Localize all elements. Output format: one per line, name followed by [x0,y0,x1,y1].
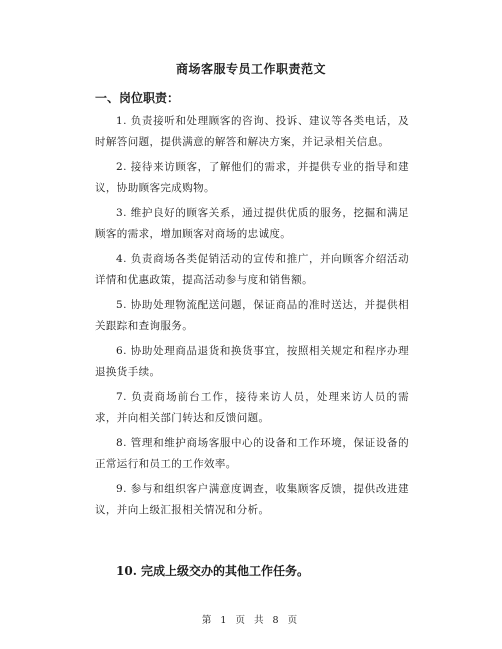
duty-item: 5. 协助处理物流配送问题，保证商品的准时送达，并提供相关跟踪和查询服务。 [95,299,409,332]
duty-item: 1. 负责接听和处理顾客的咨询、投诉、建议等各类电话，及时解答问题，提供满意的解答和解决方案，并记录相关信息。 [95,115,409,148]
duty-item: 2. 接待来访顾客，了解他们的需求，并提供专业的指导和建议，协助顾客完成购物。 [95,161,409,194]
duty-item: 4. 负责商场各类促销活动的宣传和推广，并向顾客介绍活动详情和优惠政策，提高活动参与度和销售额。 [95,253,409,286]
duty-item: 6. 协助处理商品退货和换货事宜，按照相关规定和程序办理退换货手续。 [95,345,409,378]
duty-item: 8. 管理和维护商场客服中心的设备和工作环境，保证设备的正常运行和员工的工作效率。 [95,437,409,470]
duty-list [95,111,409,525]
duty-item: 3. 维护良好的顾客关系，通过提供优质的服务，挖掘和满足顾客的需求，增加顾客对商场的忠诚度。 [95,207,409,240]
final-duty-item: 10. 完成上级交办的其他工作任务。 [116,564,310,578]
section-heading: 一、岗位职责： [95,91,180,105]
document-title: 商场客服专员工作职责范文 [175,62,326,76]
duty-item: 7. 负责商场前台工作，接待来访人员，处理来访人员的需求，并向相关部门转达和反馈问题。 [95,391,409,424]
duty-item: 9. 参与和组织客户满意度调查，收集顾客反馈，提供改进建议，并向上级汇报相关情况和分析。 [95,483,409,516]
page-number: 第 1 页 共 8 页 [201,615,301,626]
